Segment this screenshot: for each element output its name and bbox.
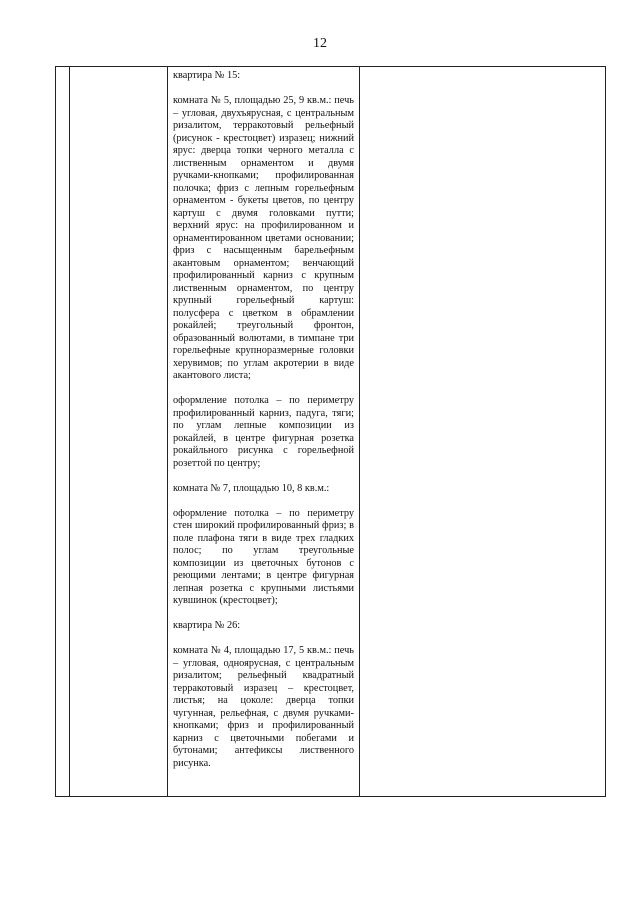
room-description: комната № 5, площадью 25, 9 кв.м.: печь – угловая, двухъярусная, с центральным ризалитом, терракотовый рельефный (рисунок - крестоцвет) изразец; нижний ярус: дверца топки черного металла с лиственным орнаментом и двумя ручками-кнопками; профилированная полочка; фриз с лепным горельефным орнаментом - букеты цветов, по центру картуш с двумя головками путти; верхний ярус: на профилированном и орнаментированном цветами основании; фриз с насыщенным барельефным акантовым орнаментом; венчающий профилированный карниз с крупным лиственным орнаментом, по центру крупный горельефный картуш: полусфера с цветком в обрамлении рокайлей; треугольный фронтон, образованный волютами, в тимпане три горельефные крупноразмерные головки херувимов; по углам акротерии в виде акантового листа; [173,95,354,381]
number-cell [56,67,70,797]
description-cell [168,67,360,797]
apartment-heading: квартира № 15: [173,70,241,81]
name-cell [70,67,168,797]
room-heading: комната № 7, площадью 10, 8 кв.м.: [173,482,330,494]
room-description: комната № 4, площадью 17, 5 кв.м.: печь – угловая, одноярусная, с центральным ризалитом; рельефный квадратный терракотовый изразец – крестоцвет, листья; на цоколе: дверца топки чугунная, рельефная, с двумя ручками-кнопками; фриз и профилированный карниз с цветочными побегами и бутонами; антефиксы лиственного рисунка. [173,645,354,769]
page-number: 12 [313,36,327,51]
ceiling-description: оформление потолка – по периметру профилированный карниз, падуга, тяги; по углам лепные композиции из рокайлей, в центре фигурная розетка рокайльного рисунка с горельефной розеттой по центру; [173,395,354,469]
apartment-heading: квартира № 26: [173,620,241,631]
table-row [56,67,606,797]
notes-cell [360,67,606,797]
ceiling-description: оформление потолка – по периметру стен широкий профилированный фриз; в поле плафона тяги в виде трех гладких полос; по углам треугольные композиции из цветочных бутонов с реющими лентами; в центре фигурная лепная розетка с крупными листьями кувшинок (крестоцвет); [173,507,354,606]
document-table [55,66,606,797]
